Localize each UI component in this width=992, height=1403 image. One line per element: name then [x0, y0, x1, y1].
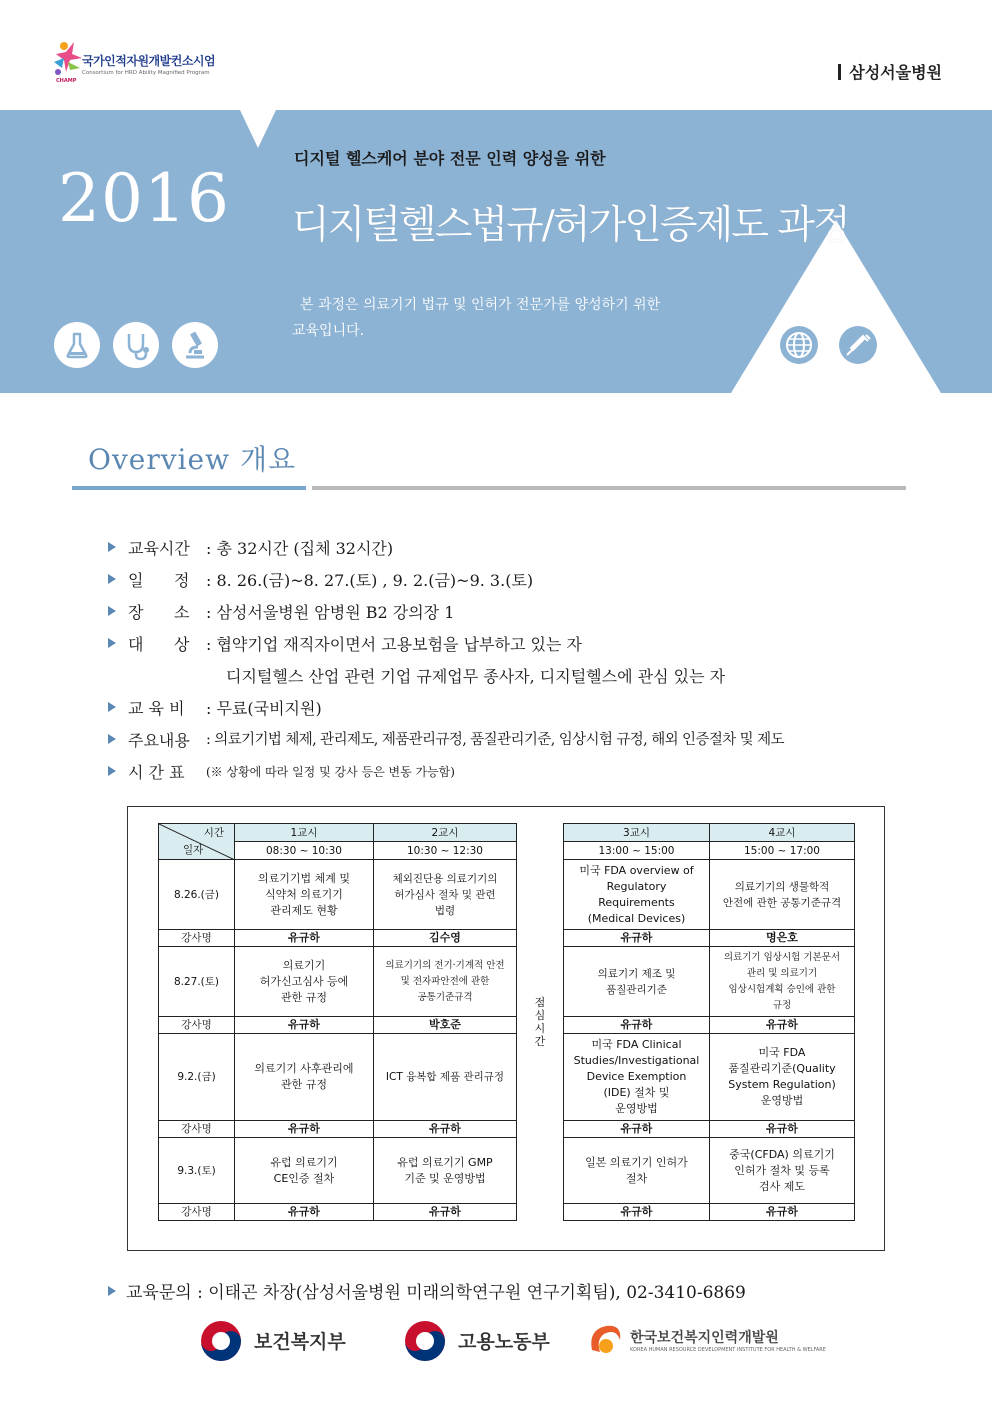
time-3: 13:00 ~ 15:00 [564, 842, 710, 860]
globe-icon [776, 322, 822, 368]
schedule-table [158, 823, 855, 1221]
info-row-content [108, 728, 928, 760]
khrdi-label: 한국보건복지인력개발원 [630, 1330, 779, 1346]
class-cell: 의료기기법 체계 및 식약처 의료기기 관리제도 현황 [235, 860, 374, 930]
org-name: 국가인적자원개발컨소시엄 [82, 54, 216, 68]
footer-logo-moel [400, 1316, 570, 1366]
class-cell: 중국(CFDA) 의료기기 인허가 절차 및 등록 검사 제도 [710, 1138, 855, 1204]
content-value: : 의료기기법 체제, 관리제도, 제품관리규정, 품질관리기준, 임상시험 규정, 해외 인증절차 및 제도 [206, 732, 784, 748]
period-2: 2교시 [374, 824, 517, 842]
instructor-label: 강사명 [159, 1017, 235, 1034]
course-description [292, 292, 752, 344]
mohw-label: 보건복지부 [254, 1331, 346, 1353]
info-row-date [108, 568, 928, 600]
info-row-time [108, 536, 928, 568]
year: 2016 [58, 160, 230, 237]
class-cell: 미국 FDA overview of Regulatory Requirements (Medical Devices) [564, 860, 710, 930]
target-value: : 협약기업 재직자이면서 고용보험을 납부하고 있는 자 [206, 635, 582, 654]
class-cell: 의료기기 사후관리에 관한 규정 [235, 1034, 374, 1121]
day-date: 9.2.(금) [159, 1034, 235, 1121]
instructor-name: 유규하 [564, 1017, 710, 1034]
period-1: 1교시 [235, 824, 374, 842]
class-cell: 일본 의료기기 인허가 절차 [564, 1138, 710, 1204]
class-cell: 체외진단용 의료기기의 허가심사 절차 및 관련 법령 [374, 860, 517, 930]
instructor-row-1 [159, 930, 855, 947]
lunch-label: 점심시간 [534, 996, 546, 1048]
corner-time: 시간 [203, 827, 224, 839]
instructor-name: 유규하 [564, 1121, 710, 1138]
hospital-name [838, 60, 942, 83]
bullet-icon [108, 574, 116, 584]
description-line-2: 교육입니다. [292, 323, 365, 339]
instructor-name: 명은호 [710, 930, 855, 947]
overview-rule-accent [72, 486, 306, 490]
content-label: 주요내용 [128, 731, 190, 750]
microscope-icon [172, 322, 218, 368]
info-row-target [108, 632, 928, 664]
time-value: : 총 32시간 (집체 32시간) [206, 539, 394, 558]
class-cell: 의료기기의 전기·기계적 안전 및 전자파안전에 관한 공통기준규격 [374, 947, 517, 1017]
instructor-name: 유규하 [564, 930, 710, 947]
class-cell: 의료기기 허가신고심사 등에 관한 규정 [235, 947, 374, 1017]
corner-cell [159, 824, 235, 860]
banner-notch [240, 110, 276, 148]
day-date: 8.26.(금) [159, 860, 235, 930]
info-row-fee [108, 696, 928, 728]
flask-icon [54, 322, 100, 368]
info-row-schedule [108, 760, 928, 792]
instructor-row-3 [159, 1121, 855, 1138]
bullet-icon [108, 734, 116, 744]
hospital-label: 삼성서울병원 [849, 63, 942, 82]
instructor-name: 유규하 [235, 930, 374, 947]
syringe-icon [835, 322, 881, 368]
overview-heading: Overview 개요 [88, 443, 297, 476]
schedule-label: 시 간 표 [128, 763, 185, 782]
header-row-periods [159, 824, 855, 842]
instructor-name: 김수영 [374, 930, 517, 947]
bullet-icon [108, 1286, 116, 1296]
top-header [0, 0, 992, 110]
description-line-1: 본 과정은 의료기기 법규 및 인허가 전문가를 양성하기 위한 [300, 297, 661, 313]
fee-label: 교 육 비 [128, 699, 185, 718]
instructor-row-2 [159, 1017, 855, 1034]
khrdi-icon [586, 1316, 626, 1360]
class-cell: 유럽 의료기기 GMP 기준 및 운영방법 [374, 1138, 517, 1204]
contact-line [108, 1278, 746, 1303]
bullet-icon [108, 542, 116, 552]
course-title: 디지털헬스법규/허가인증제도 과정 [292, 203, 849, 248]
course-subtitle: 디지털 헬스케어 분야 전문 인력 양성을 위한 [294, 149, 606, 168]
class-cell: 의료기기 임상시험 기본문서 관리 및 의료기기 임상시험계획 승인에 관한 규정 [710, 947, 855, 1017]
day-date: 8.27.(토) [159, 947, 235, 1017]
day-date: 9.3.(토) [159, 1138, 235, 1204]
instructor-name: 유규하 [710, 1017, 855, 1034]
class-cell: ICT 융복합 제품 관리규정 [374, 1034, 517, 1121]
time-2: 10:30 ~ 12:30 [374, 842, 517, 860]
instructor-name: 유규하 [710, 1121, 855, 1138]
bullet-icon [108, 766, 116, 776]
time-label: 교육시간 [128, 539, 190, 558]
instructor-label: 강사명 [159, 1204, 235, 1221]
instructor-name: 유규하 [235, 1121, 374, 1138]
bullet-icon [108, 638, 116, 648]
class-cell: 의료기기의 생물학적 안전에 관한 공통기준규격 [710, 860, 855, 930]
stethoscope-icon [113, 322, 159, 368]
header-row-times [159, 842, 855, 860]
instructor-name: 유규하 [235, 1017, 374, 1034]
info-row-target-2 [108, 664, 928, 696]
footer-logo-khrdi [586, 1316, 836, 1366]
period-3: 3교시 [564, 824, 710, 842]
hero-banner [0, 110, 992, 393]
class-cell: 의료기기 제조 및 품질관리기준 [564, 947, 710, 1017]
fee-value: : 무료(국비지원) [206, 699, 322, 718]
taegeuk-icon [196, 1316, 246, 1366]
class-cell: 미국 FDA 품질관리기준(Quality System Regulation) 운영방법 [710, 1034, 855, 1121]
org-subtitle: Consortium for HRD Ability Magnified Program [82, 70, 210, 76]
info-row-place [108, 600, 928, 632]
champ-logo [52, 38, 272, 88]
day-row-1 [159, 860, 855, 930]
corner-date: 일자 [183, 844, 204, 856]
day-row-4 [159, 1138, 855, 1204]
place-label: 장 소 [128, 603, 190, 622]
target-value-2: 디지털헬스 산업 관련 기업 규제업무 종사자, 디지털헬스에 관심 있는 자 [226, 667, 726, 686]
class-cell: 유럽 의료기기 CE인증 절차 [235, 1138, 374, 1204]
instructor-name: 유규하 [710, 1204, 855, 1221]
instructor-name: 유규하 [564, 1204, 710, 1221]
moel-label: 고용노동부 [458, 1331, 550, 1353]
bullet-icon [108, 606, 116, 616]
date-value: : 8. 26.(금)~8. 27.(토) , 9. 2.(금)~9. 3.(토) [206, 571, 534, 590]
divider-bar [838, 64, 841, 80]
instructor-label: 강사명 [159, 930, 235, 947]
taegeuk-icon [400, 1316, 450, 1366]
lunch-cell [517, 824, 564, 1221]
bullet-icon [108, 702, 116, 712]
instructor-label: 강사명 [159, 1121, 235, 1138]
overview-rule [312, 486, 906, 490]
schedule-note: (※ 상황에 따라 일정 및 강사 등은 변동 가능함) [206, 765, 455, 779]
place-value: : 삼성서울병원 암병원 B2 강의장 1 [206, 603, 455, 622]
class-cell: 미국 FDA Clinical Studies/Investigational Device Exemption (IDE) 절차 및 운영방법 [564, 1034, 710, 1121]
time-4: 15:00 ~ 17:00 [710, 842, 855, 860]
period-4: 4교시 [710, 824, 855, 842]
day-row-2 [159, 947, 855, 1017]
target-label: 대 상 [128, 635, 190, 654]
instructor-name: 박호준 [374, 1017, 517, 1034]
day-row-3 [159, 1034, 855, 1121]
instructor-name: 유규하 [235, 1204, 374, 1221]
khrdi-subtitle: KOREA HUMAN RESOURCE DEVELOPMENT INSTITUTE FOR HEALTH & WELFARE [630, 1347, 826, 1353]
time-1: 08:30 ~ 10:30 [235, 842, 374, 860]
org-brand: CHAMP [56, 78, 77, 84]
course-info-list [108, 536, 928, 792]
footer-logo-mohw [196, 1316, 366, 1366]
contact-text: 교육문의 : 이태곤 차장(삼성서울병원 미래의학연구원 연구기획팀), 02-3410-6869 [126, 1283, 746, 1303]
instructor-name: 유규하 [374, 1204, 517, 1221]
date-label: 일 정 [128, 571, 190, 590]
instructor-name: 유규하 [374, 1121, 517, 1138]
instructor-row-4 [159, 1204, 855, 1221]
